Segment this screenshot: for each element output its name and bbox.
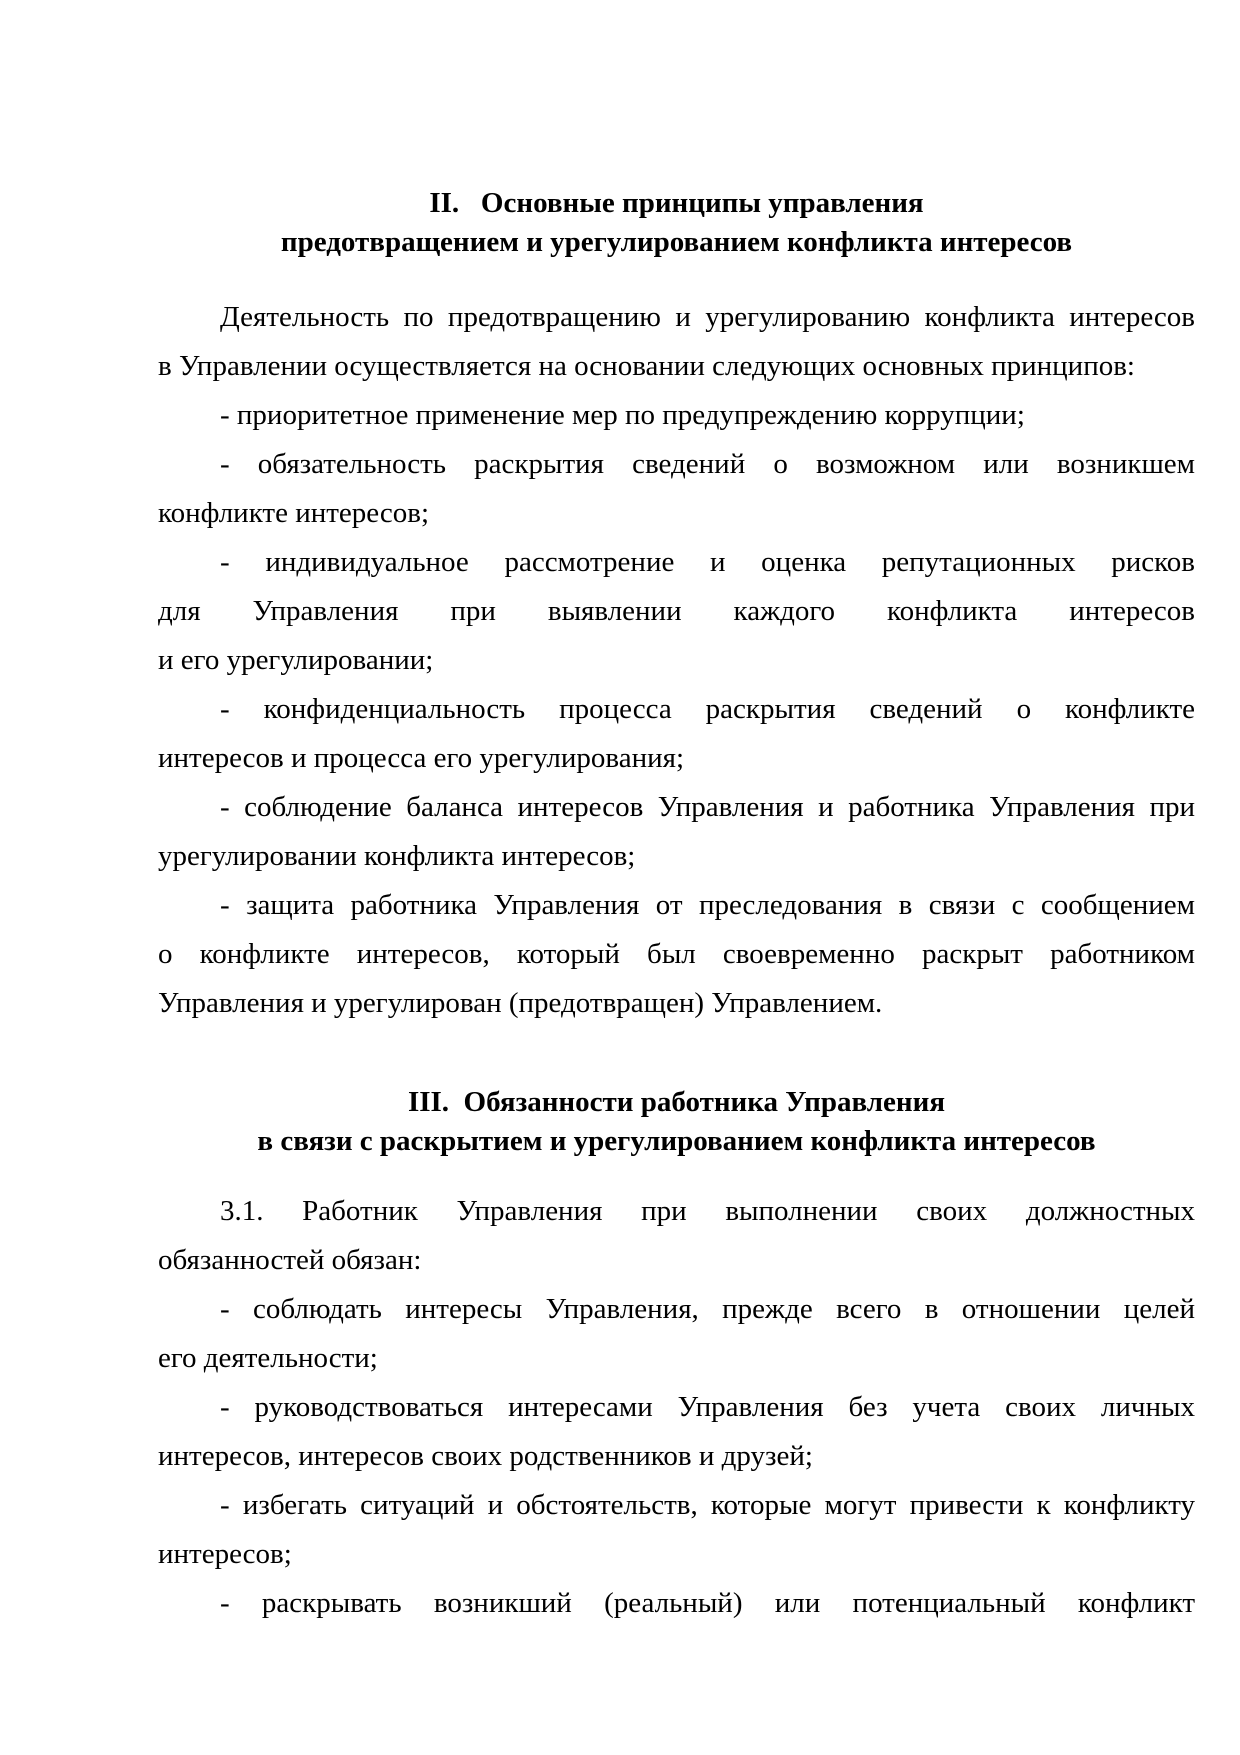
paragraph <box>158 293 1195 391</box>
text-line: урегулировании конфликта интересов; <box>158 840 636 872</box>
text-line: о конфликте интересов, который был своевременно раскрыт работником <box>158 938 1195 970</box>
text-line: 3.1. Работник Управления при выполнении своих должностных <box>220 1195 1195 1227</box>
text-line: Деятельность по предотвращению и урегулированию конфликта интересов <box>220 301 1195 333</box>
text-line: - индивидуальное рассмотрение и оценка репутационных рисков <box>220 546 1195 578</box>
text-line: интересов, интересов своих родственников и друзей; <box>158 1440 813 1472</box>
text-line: - обязательность раскрытия сведений о возможном или возникшем <box>220 448 1195 480</box>
text-line: интересов; <box>158 1538 292 1570</box>
text-line: и его урегулировании; <box>158 644 434 676</box>
text-line: конфликте интересов; <box>158 497 429 529</box>
paragraph <box>158 1285 1195 1383</box>
text-line: - избегать ситуаций и обстоятельств, которые могут привести к конфликту <box>220 1489 1195 1521</box>
paragraph <box>158 538 1195 685</box>
text-line: - приоритетное применение мер по предупреждению коррупции; <box>220 399 1025 431</box>
paragraph <box>158 881 1195 1028</box>
text-line: в Управлении осуществляется на основании следующих основных принципов: <box>158 350 1135 382</box>
section-ii <box>158 184 1195 1028</box>
text-line: - руководствоваться интересами Управления без учета своих личных <box>220 1391 1195 1423</box>
section-ii-heading <box>158 184 1195 262</box>
text-line: - конфиденциальность процесса раскрытия сведений о конфликте <box>220 693 1195 725</box>
text-line: - соблюдение баланса интересов Управления и работника Управления при <box>220 791 1195 823</box>
heading-line: предотвращением и урегулированием конфликта интересов <box>280 226 1073 258</box>
text-line: - защита работника Управления от преследования в связи с сообщением <box>220 889 1195 921</box>
text-line: - соблюдать интересы Управления, прежде всего в отношении целей <box>220 1293 1195 1325</box>
heading-line: III. Обязанности работника Управления <box>407 1086 946 1118</box>
text-line: его деятельности; <box>158 1342 378 1374</box>
paragraph <box>158 1481 1195 1579</box>
paragraph <box>158 391 1195 440</box>
text-line: обязанностей обязан: <box>158 1244 422 1276</box>
section-iii <box>158 1083 1195 1628</box>
paragraph <box>158 1383 1195 1481</box>
paragraph <box>158 783 1195 881</box>
paragraph <box>158 685 1195 783</box>
text-line: для Управления при выявлении каждого конфликта интересов <box>158 595 1195 627</box>
heading-line: II. Основные принципы управления <box>429 187 924 219</box>
paragraph <box>158 1579 1195 1628</box>
text-line: - раскрывать возникший (реальный) или потенциальный конфликт <box>220 1587 1195 1619</box>
heading-line: в связи с раскрытием и урегулированием конфликта интересов <box>257 1125 1096 1157</box>
paragraph <box>158 440 1195 538</box>
text-line: интересов и процесса его урегулирования; <box>158 742 685 774</box>
section-iii-heading <box>158 1083 1195 1161</box>
text-line: Управления и урегулирован (предотвращен) Управлением. <box>158 987 883 1019</box>
paragraph <box>158 1187 1195 1285</box>
